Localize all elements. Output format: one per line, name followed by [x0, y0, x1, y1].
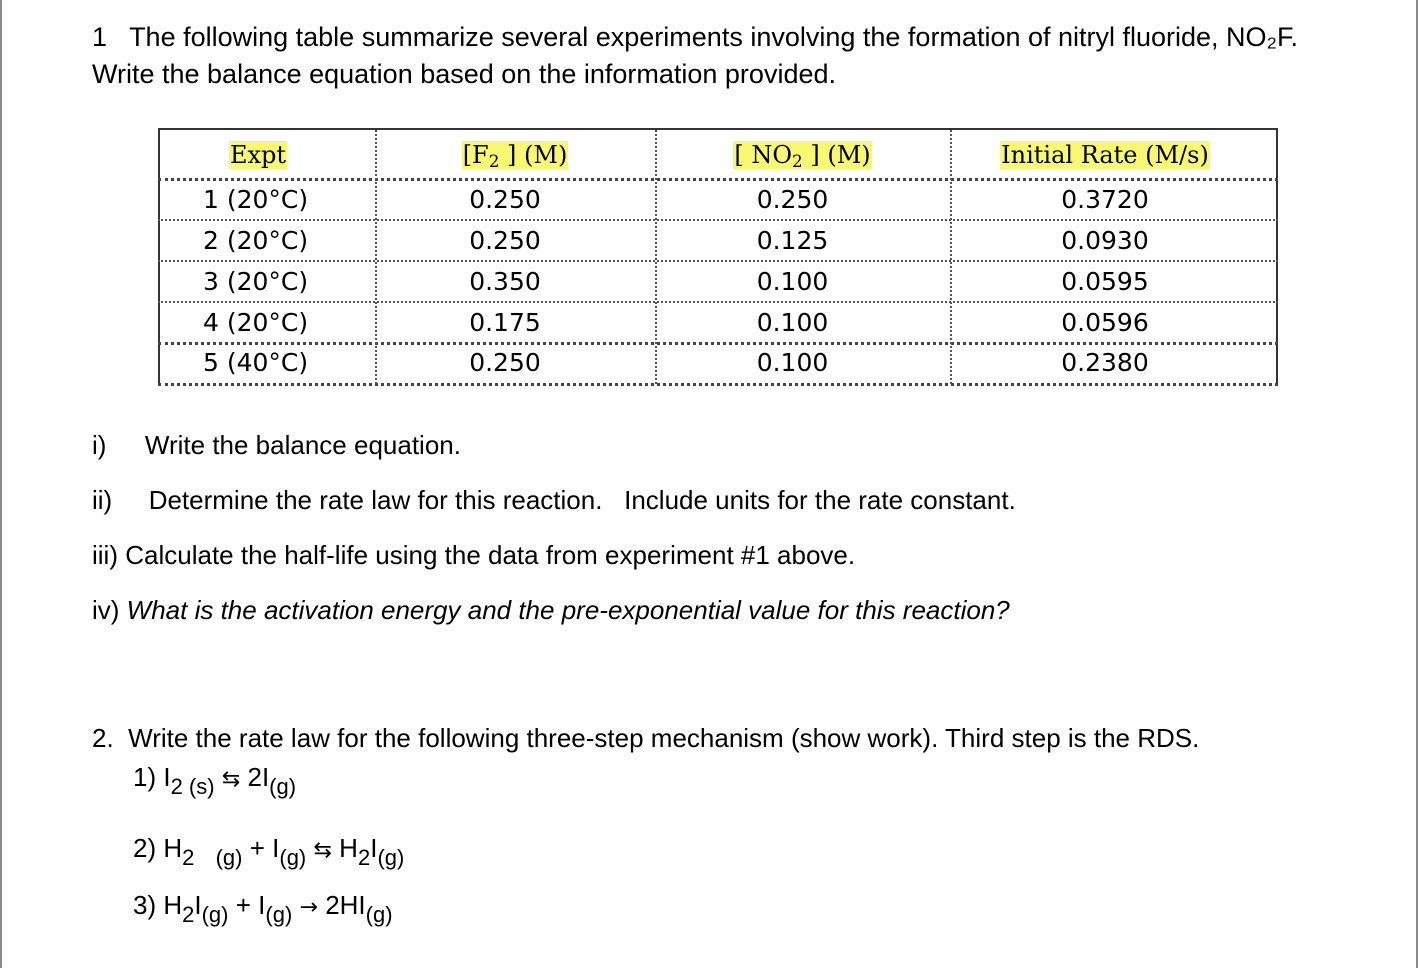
table-cell-f2: 0.250 — [469, 226, 541, 255]
row-divider — [158, 301, 1278, 303]
equilibrium-arrow-icon: ⇆ — [313, 838, 332, 863]
experiment-table — [158, 128, 1278, 386]
header-f2-label: [$F_2$ ] (M) — [462, 141, 568, 171]
equilibrium-arrow-icon: ⇆ — [221, 767, 241, 792]
table-cell-no2: 0.125 — [756, 226, 829, 255]
table-cell-f2: 0.350 — [469, 267, 541, 296]
table-top-border — [158, 128, 1278, 130]
subquestion-label: iv) — [92, 595, 120, 625]
page-left-border — [0, 0, 2, 968]
subquestion-iv — [92, 594, 1010, 626]
subquestion-iii — [92, 539, 855, 571]
row-divider — [158, 219, 1278, 221]
subquestion-i — [92, 429, 461, 461]
table-bottom-border — [158, 383, 1278, 386]
question-1-text: The following table summarize several experiments involving the formation of nitryl fluoride, NO₂F. — [129, 22, 1299, 52]
table-cell-expt: 1 (20°C) — [203, 185, 309, 214]
question-2-text: 2. Write the rate law for the following three-step mechanism (show work). Third step is the RDS. — [92, 723, 1200, 753]
subquestion-text: Determine the rate law for this reaction. Include units for the rate constant. — [148, 485, 1016, 515]
header-no2 — [655, 140, 950, 170]
table-cell-no2: 0.250 — [756, 185, 829, 214]
mechanism-step-1: 1) $I_{2 (s)}$ ⇆ $2I_{(g)}$ — [133, 762, 297, 799]
header-rate — [950, 140, 1260, 170]
table-cell-expt: 4 (20°C) — [203, 308, 309, 337]
table-cell-rate: 0.0596 — [1061, 308, 1149, 337]
subquestion-label: iii) — [92, 540, 118, 570]
mechanism-step-2: 2) $H_2$ $_{(g)} + I_{(g)}$ ⇆ $H_2I_{(g)}$ — [133, 833, 405, 870]
question-1-line-2: Write the balance equation based on the information provided. — [92, 59, 836, 89]
table-cell-no2: 0.100 — [756, 267, 829, 296]
table-cell-no2: 0.100 — [756, 308, 829, 337]
row-divider — [158, 342, 1278, 345]
subquestion-label: i) — [92, 430, 107, 460]
row-divider — [158, 260, 1278, 262]
header-no2-label: [ $NO_2$ ] (M) — [734, 141, 871, 171]
table-cell-expt: 3 (20°C) — [203, 267, 309, 296]
subquestion-text: Write the balance equation. — [144, 430, 461, 460]
forward-arrow-icon: → — [299, 895, 318, 920]
table-cell-rate: 0.0595 — [1061, 267, 1149, 296]
header-expt — [158, 140, 358, 170]
header-expt-label: Expt — [229, 141, 287, 169]
table-cell-rate: 0.0930 — [1061, 226, 1149, 255]
subquestion-ii — [92, 484, 1016, 516]
question-1-line-1 — [92, 21, 1298, 53]
subquestion-text: What is the activation energy and the pre-exponential value for this reaction? — [126, 595, 1010, 625]
table-right-border — [1276, 128, 1278, 386]
table-cell-f2: 0.250 — [469, 185, 541, 214]
subquestion-text: Calculate the half-life using the data from experiment #1 above. — [125, 540, 856, 570]
table-cell-no2: 0.100 — [756, 348, 829, 377]
header-divider — [158, 178, 1278, 181]
table-cell-f2: 0.250 — [469, 348, 541, 377]
table-cell-expt: 2 (20°C) — [203, 226, 309, 255]
mechanism-step-3: 3) $H_2I_{(g)} + I_{(g)} \to 2HI_{(g)}$ — [133, 890, 393, 927]
table-cell-f2: 0.175 — [469, 308, 541, 337]
header-f2 — [375, 140, 655, 170]
table-cell-rate: 0.2380 — [1061, 348, 1149, 377]
table-cell-expt: 5 (40°C) — [203, 348, 309, 377]
table-cell-rate: 0.3720 — [1061, 185, 1149, 214]
subquestion-label: ii) — [92, 485, 113, 515]
header-rate-label: Initial Rate (M/s) — [1001, 141, 1209, 169]
question-1-number: 1 — [92, 22, 108, 52]
